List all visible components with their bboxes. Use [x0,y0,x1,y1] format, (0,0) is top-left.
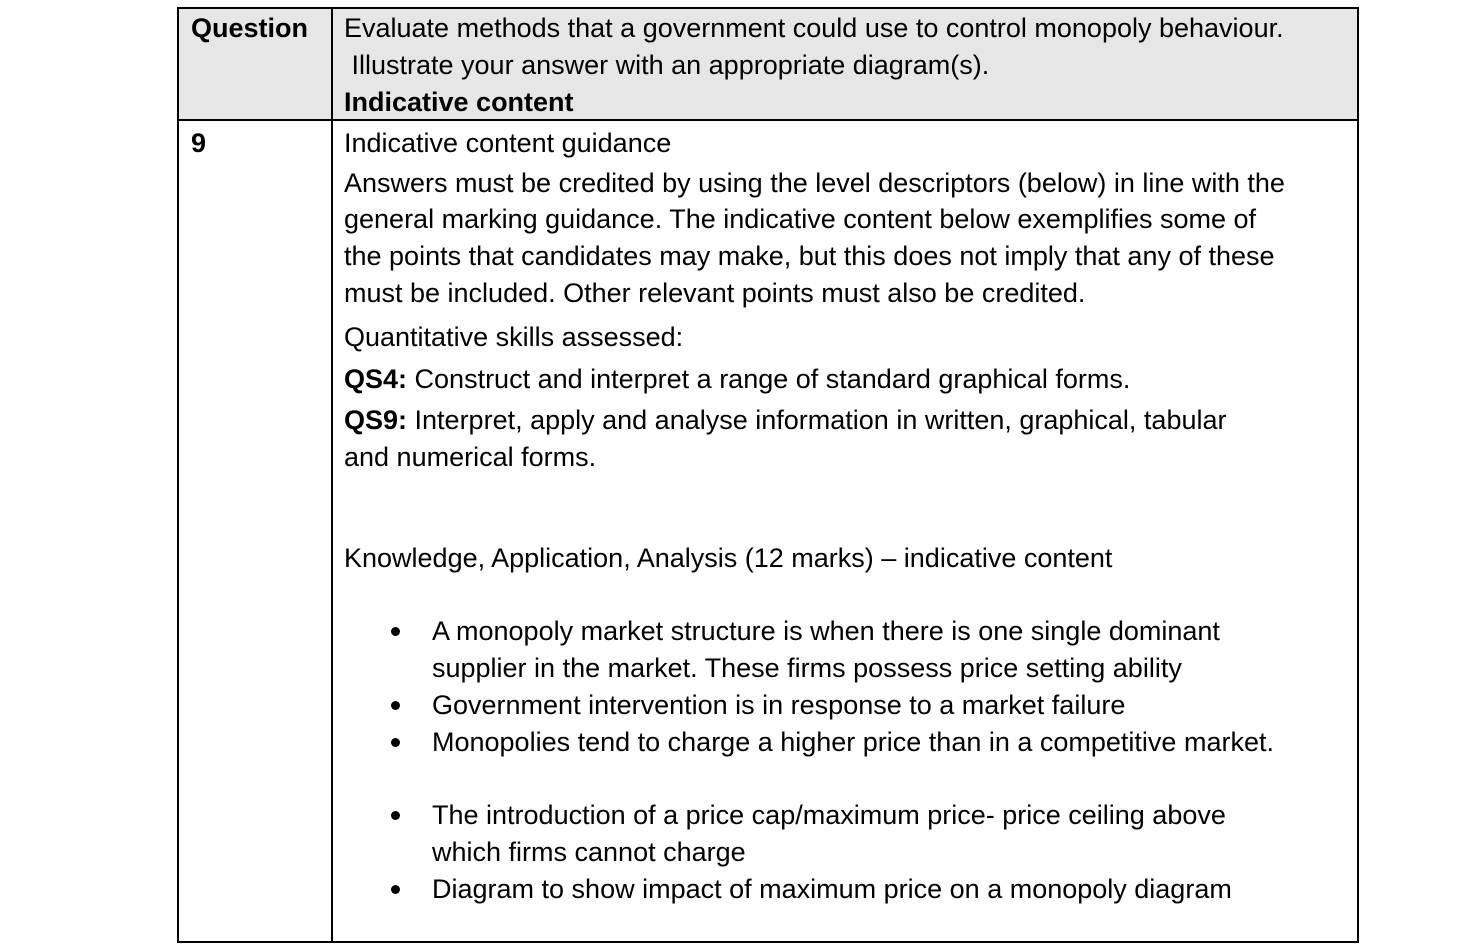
bullet-text: Monopolies tend to charge a higher price than in a competitive market. [432,727,1274,757]
bullet-text: which firms cannot charge [432,837,746,867]
qs9-label: QS9: [344,405,408,435]
bullet-text: Government intervention is in response to a market failure [432,690,1126,720]
qs9-text-continued: and numerical forms. [344,442,597,472]
guidance-line: Answers must be credited by using the level descriptors (below) in line with the [344,168,1285,198]
qs4-text: Construct and interpret a range of standard graphical forms. [407,364,1131,394]
bullet-icon [391,701,400,710]
qs-heading: Quantitative skills assessed: [344,322,684,352]
question-text-line-2: Illustrate your answer with an appropriate diagram(s). [344,50,990,80]
qs4-label: QS4: [344,364,408,394]
question-number: 9 [191,128,207,158]
bullet-text: The introduction of a price cap/maximum price- price ceiling above [432,800,1226,830]
bullet-text: supplier in the market. These firms possess price setting ability [432,653,1182,683]
guidance-line: must be included. Other relevant points must also be credited. [344,278,1086,308]
qs9-line [344,402,1226,439]
bullet-icon [391,627,400,636]
question-column-header: Question [191,13,309,43]
question-text-line-1: Evaluate methods that a government could use to control monopoly behaviour. [344,13,1284,43]
guidance-line: general marking guidance. The indicative content below exemplifies some of [344,204,1257,234]
qs9-text: Interpret, apply and analyse information in written, graphical, tabular [407,405,1227,435]
bullet-text: A monopoly market structure is when there is one single dominant [432,616,1220,646]
bullet-icon [391,885,400,894]
column-divider [331,9,333,941]
guidance-line: the points that candidates may make, but this does not imply that any of these [344,241,1275,271]
guidance-title: Indicative content guidance [344,128,672,158]
bullet-icon [391,738,400,747]
kaa-heading: Knowledge, Application, Analysis (12 marks) – indicative content [344,543,1113,573]
qs4-line [344,361,1130,398]
bullet-text: Diagram to show impact of maximum price on a monopoly diagram [432,874,1232,904]
indicative-content-heading: Indicative content [344,87,574,117]
bullet-icon [391,811,400,820]
